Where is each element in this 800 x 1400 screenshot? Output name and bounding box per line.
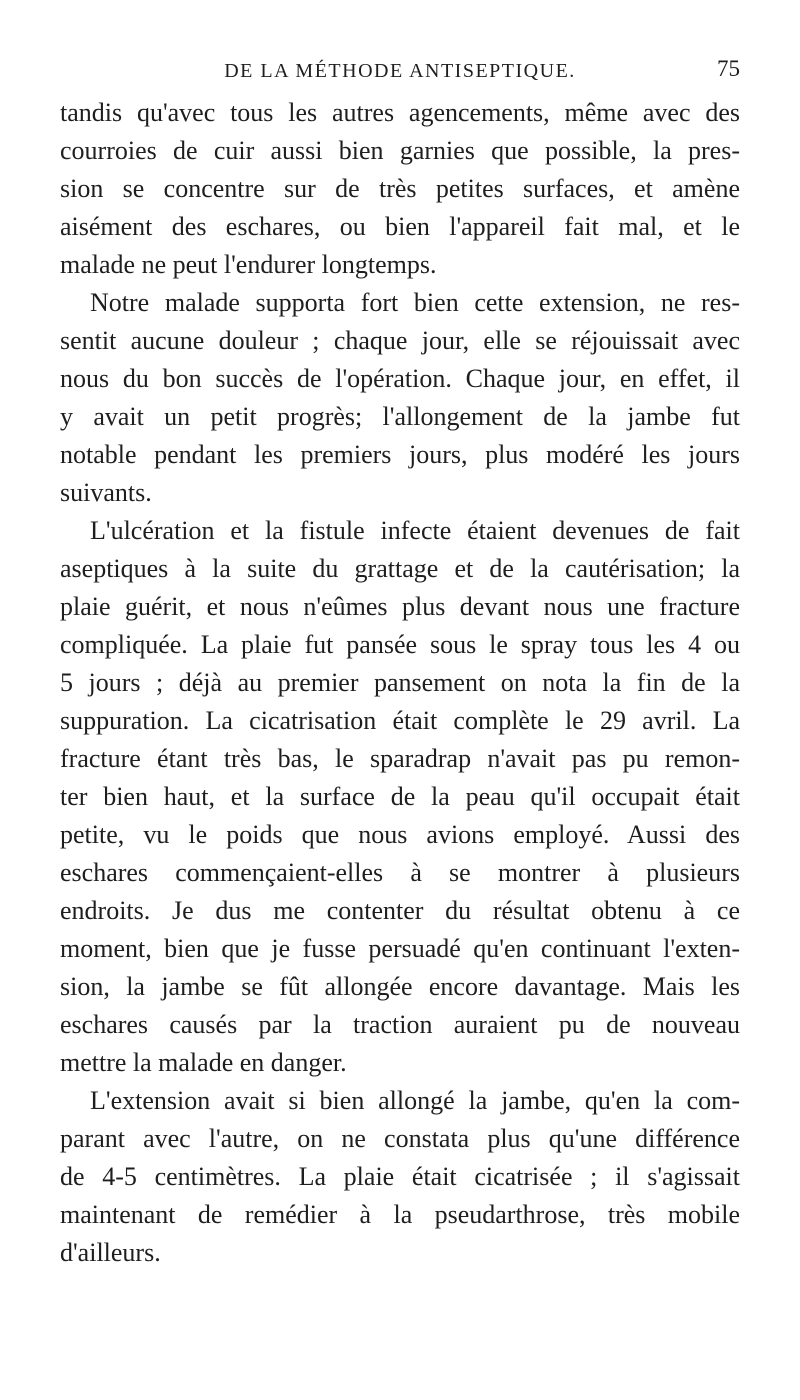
- text-line: mettre la malade en danger.: [60, 1048, 347, 1077]
- paragraph: [60, 512, 740, 1082]
- page-number: 75: [717, 56, 740, 81]
- text-line: 5 jours ; déjà au premier pansement on nota la fin de la: [60, 668, 740, 697]
- text-line: eschares commençaient-elles à se montrer à plusieurs: [60, 858, 740, 887]
- body-text: [60, 94, 740, 1272]
- text-line: parant avec l'autre, on ne constata plus qu'une différence: [60, 1124, 740, 1153]
- text-line: nous du bon succès de l'opération. Chaque jour, en effet, il: [60, 364, 740, 393]
- text-line: Notre malade supporta fort bien cette extension, ne res-: [90, 288, 740, 317]
- text-line: suppuration. La cicatrisation était complète le 29 avril. La: [60, 706, 740, 735]
- paragraph: [60, 94, 740, 284]
- text-line: sentit aucune douleur ; chaque jour, elle se réjouissait avec: [60, 326, 740, 355]
- text-line: aisément des eschares, ou bien l'appareil fait mal, et le: [60, 212, 740, 241]
- text-line: malade ne peut l'endurer longtemps.: [60, 250, 437, 279]
- text-line: plaie guérit, et nous n'eûmes plus devant nous une fracture: [60, 592, 740, 621]
- running-header: [60, 56, 740, 94]
- paragraph: [60, 284, 740, 512]
- text-line: moment, bien que je fusse persuadé qu'en continuant l'exten-: [60, 934, 740, 963]
- text-line: eschares causés par la traction auraient pu de nouveau: [60, 1010, 740, 1039]
- running-title: DE LA MÉTHODE ANTISEPTIQUE.: [224, 60, 576, 82]
- text-line: sion se concentre sur de très petites surfaces, et amène: [60, 174, 740, 203]
- text-line: sion, la jambe se fût allongée encore davantage. Mais les: [60, 972, 740, 1001]
- text-line: courroies de cuir aussi bien garnies que possible, la pres-: [60, 136, 740, 165]
- text-line: aseptiques à la suite du grattage et de la cautérisation; la: [60, 554, 740, 583]
- text-line: endroits. Je dus me contenter du résultat obtenu à ce: [60, 896, 740, 925]
- text-line: d'ailleurs.: [60, 1238, 161, 1267]
- text-line: tandis qu'avec tous les autres agencements, même avec des: [60, 98, 740, 127]
- text-line: L'ulcération et la fistule infecte étaient devenues de fait: [90, 516, 740, 545]
- paragraph: [60, 1082, 740, 1272]
- text-line: L'extension avait si bien allongé la jambe, qu'en la com-: [90, 1086, 740, 1115]
- book-page: [60, 56, 740, 1272]
- text-line: de 4-5 centimètres. La plaie était cicatrisée ; il s'agissait: [60, 1162, 740, 1191]
- text-line: ter bien haut, et la surface de la peau qu'il occupait était: [60, 782, 740, 811]
- text-line: notable pendant les premiers jours, plus modéré les jours: [60, 440, 740, 469]
- text-line: maintenant de remédier à la pseudarthrose, très mobile: [60, 1200, 740, 1229]
- text-line: fracture étant très bas, le sparadrap n'avait pas pu remon-: [60, 744, 740, 773]
- text-line: petite, vu le poids que nous avions employé. Aussi des: [60, 820, 740, 849]
- text-line: suivants.: [60, 478, 152, 507]
- text-line: compliquée. La plaie fut pansée sous le spray tous les 4 ou: [60, 630, 740, 659]
- text-line: y avait un petit progrès; l'allongement de la jambe fut: [60, 402, 740, 431]
